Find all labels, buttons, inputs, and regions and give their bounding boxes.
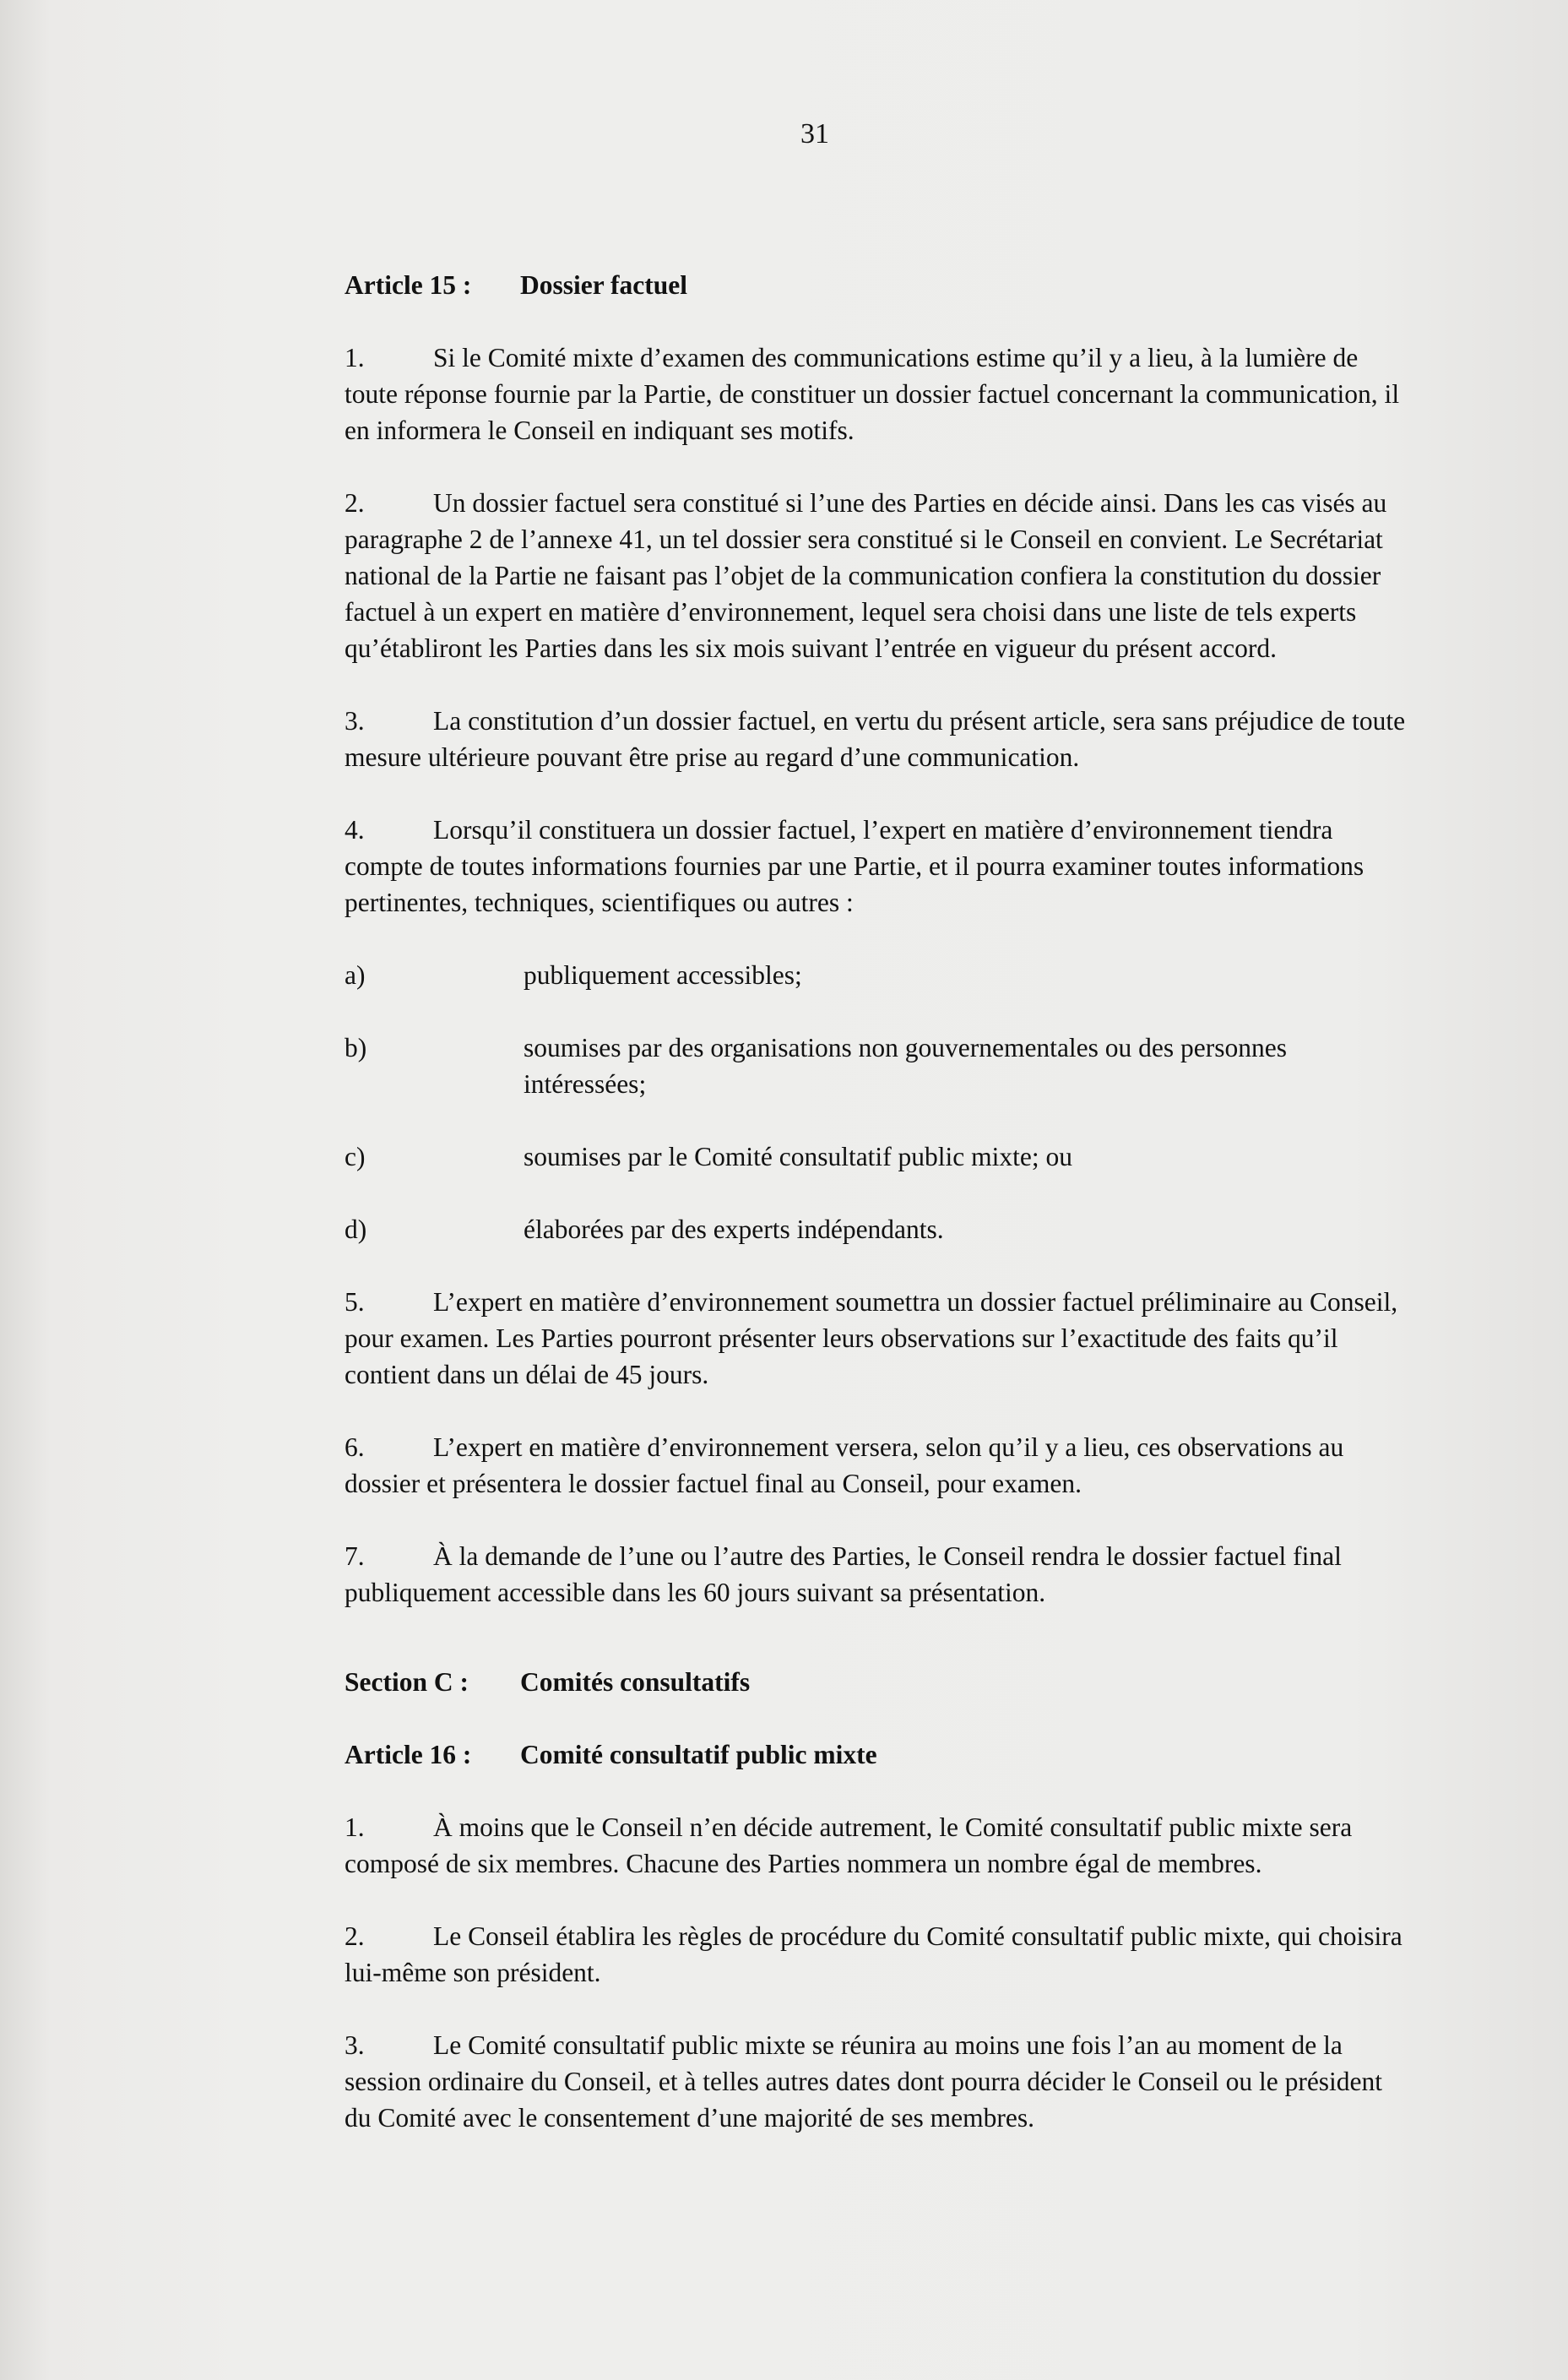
article-16-title: Comité consultatif public mixte <box>520 1740 877 1769</box>
article-16-paragraph-1 <box>345 1809 1413 1882</box>
section-c-heading <box>345 1664 1413 1700</box>
article-16-paragraph-3 <box>345 2027 1413 2136</box>
article-16-heading <box>345 1736 1413 1773</box>
paragraph-number: 3. <box>345 706 365 736</box>
article-15-paragraph-4 <box>345 812 1413 921</box>
paragraph-number: 5. <box>345 1287 365 1317</box>
paragraph-number: 1. <box>345 1812 365 1842</box>
section-c-title: Comités consultatifs <box>520 1667 751 1697</box>
article-15-title: Dossier factuel <box>520 270 687 300</box>
paragraph-text: L’expert en matière d’environnement versera, selon qu’il y a lieu, ces observations au dossier et présentera le dossier factuel final au Conseil, pour examen. <box>345 1432 1344 1498</box>
paragraph-text: À moins que le Conseil n’en décide autrement, le Comité consultatif public mixte sera composé de six membres. Chacune des Parties nommera un nombre égal de membres. <box>345 1812 1353 1878</box>
section-c-number: Section C : <box>345 1667 469 1697</box>
article-16-paragraph-2 <box>345 1918 1413 1991</box>
paragraph-text: Le Comité consultatif public mixte se réunira au moins une fois l’an au moment de la session ordinaire du Conseil, et à telles autres dates dont pourra décider le Conseil ou le président du Comité avec le consentement d’une majorité de ses membres. <box>345 2030 1383 2133</box>
page-number: 31 <box>800 118 829 149</box>
paragraph-text: Un dossier factuel sera constitué si l’une des Parties en décide ainsi. Dans les cas visés au paragraphe 2 de l’annexe 41, un tel dossier sera constitué si le Conseil en convient. Le Secrétariat national de la Partie ne faisant pas l’objet de la communication confiera la constitution du dossier factuel à un expert en matière d’environnement, lequel sera choisi dans une liste de tels experts qu’établiront les Parties dans les six mois suivant l’entrée en vigueur du présent accord. <box>345 488 1387 663</box>
article-15-paragraph-5 <box>345 1284 1413 1393</box>
paragraph-number: 3. <box>345 2030 365 2060</box>
article-15-number: Article 15 : <box>345 270 472 300</box>
paragraph-text: Si le Comité mixte d’examen des communications estime qu’il y a lieu, à la lumière de toute réponse fournie par la Partie, de constituer un dossier factuel concernant la communication, il en informera le Conseil en indiquant ses motifs. <box>345 343 1400 445</box>
paragraph-number: 7. <box>345 1541 365 1571</box>
paragraph-text: L’expert en matière d’environnement soumettra un dossier factuel préliminaire au Conseil, pour examen. Les Parties pourront présenter leurs observations sur l’exactitude des faits qu’il contient dans un délai de 45 jours. <box>345 1287 1398 1389</box>
paragraph-number: 6. <box>345 1432 365 1462</box>
section-spacer <box>345 1647 1413 1664</box>
list-item-a <box>345 957 1413 993</box>
paragraph-text: La constitution d’un dossier factuel, en vertu du présent article, sera sans préjudice de toute mesure ultérieure pouvant être prise au regard d’une communication. <box>345 706 1406 772</box>
article-15-paragraph-6 <box>345 1429 1413 1502</box>
list-item-text: soumises par des organisations non gouvernementales ou des personnes intéressées; <box>524 1033 1287 1099</box>
page-content <box>345 267 1413 2172</box>
list-item-label: a) <box>345 960 366 990</box>
paragraph-number: 2. <box>345 1921 365 1951</box>
article-15-paragraph-2 <box>345 485 1413 666</box>
list-item-c <box>345 1138 1413 1175</box>
article-16-number: Article 16 : <box>345 1740 472 1769</box>
article-15-paragraph-1 <box>345 340 1413 448</box>
paragraph-number: 4. <box>345 815 365 845</box>
paragraph-number: 2. <box>345 488 365 518</box>
article-15-paragraph-7 <box>345 1538 1413 1611</box>
list-item-b <box>345 1030 1413 1102</box>
list-item-text: élaborées par des experts indépendants. <box>524 1214 944 1244</box>
paragraph-text: Lorsqu’il constituera un dossier factuel, l’expert en matière d’environnement tiendra compte de toutes informations fournies par une Partie, et il pourra examiner toutes informations pertinentes, techniques, scientifiques ou autres : <box>345 815 1365 917</box>
paragraph-text: Le Conseil établira les règles de procédure du Comité consultatif public mixte, qui choisira lui-même son président. <box>345 1921 1403 1987</box>
paragraph-number: 1. <box>345 343 365 372</box>
list-item-text: soumises par le Comité consultatif public mixte; ou <box>524 1142 1073 1171</box>
list-item-d <box>345 1211 1413 1247</box>
article-15-paragraph-3 <box>345 703 1413 775</box>
article-15-heading <box>345 267 1413 303</box>
paragraph-text: À la demande de l’une ou l’autre des Parties, le Conseil rendra le dossier factuel final publiquement accessible dans les 60 jours suivant sa présentation. <box>345 1541 1342 1607</box>
list-item-text: publiquement accessibles; <box>524 960 802 990</box>
list-item-label: b) <box>345 1033 367 1062</box>
list-item-label: d) <box>345 1214 367 1244</box>
list-item-label: c) <box>345 1142 366 1171</box>
